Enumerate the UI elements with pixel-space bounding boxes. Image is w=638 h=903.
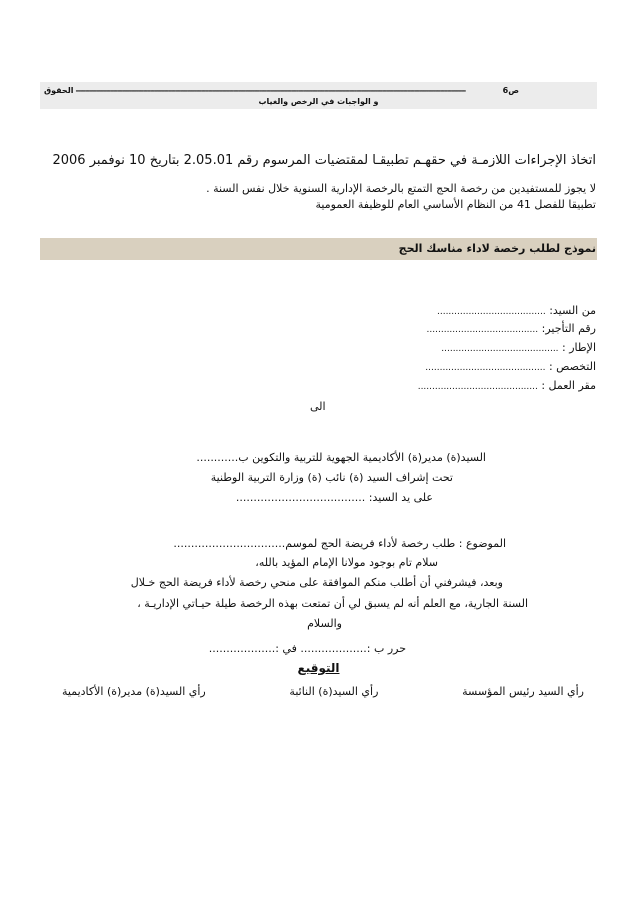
field-label: التخصص :: [548, 360, 596, 373]
to-label: الى: [310, 400, 326, 413]
header-dashes: ------------------------------------------------------------------------------------------------------------------------------------------------------------------------: [75, 85, 466, 95]
field-dots: ......................................: [436, 307, 546, 317]
header-page-label: ص6: [502, 85, 519, 95]
field-dots: .........................................: [441, 344, 559, 354]
field-dots: ..........................................: [425, 363, 546, 373]
field-label: مقر العمل :: [541, 379, 596, 392]
body-line-1: وبعد، فيشرفني أن أطلب منكم الموافقة على منحي رخصة لأداء فريضة الحج خـلال: [130, 576, 503, 589]
greeting-line: سلام تام بوجود مولانا الإمام المؤيد بالله،: [255, 556, 438, 569]
form-title: نموذج لطلب رخصة لاداء مناسك الحج: [398, 242, 596, 255]
field-frame: [441, 341, 596, 354]
field-dots: ..........................................: [417, 382, 538, 392]
field-label: من السيد:: [549, 304, 596, 317]
subject-line: الموضوع : طلب رخصة لأداء فريضة الحج لموسم................................: [173, 537, 506, 550]
opinion-director-school: رأي السيد رئيس المؤسسة: [462, 685, 584, 698]
field-name: [437, 304, 596, 317]
intro-line-1: اتخاذ الإجراءات اللازمـة في حقهـم تطبيقـا لمقتضيات المرسوم رقم 2.05.01 بتاريخ 10 نوفمبر 2006: [52, 153, 596, 168]
signature-title: التوقيع: [297, 661, 340, 675]
field-dots: .......................................: [426, 325, 539, 335]
opinion-deputy: رأي السيد(ة) النائبة: [289, 685, 379, 698]
field-salary-number: [427, 322, 596, 335]
opinion-academy-director: رأي السيد(ة) مدير(ة) الأكاديمية: [62, 685, 206, 698]
header-line: [44, 84, 519, 96]
field-label: رقم التأجير:: [541, 322, 596, 335]
body-line-3: والسلام: [307, 617, 342, 630]
header-subtitle: و الواجبات في الرخص والغياب: [258, 97, 379, 106]
addressee-line-2: تحت إشراف السيد (ة) نائب (ة) وزارة التربية الوطنية: [210, 471, 453, 484]
signature-opinions: [62, 685, 584, 698]
field-label: الإطار :: [562, 341, 596, 354]
addressee-line-3: على يد السيد: .....................................: [235, 491, 433, 504]
header-rights: الحقوق: [44, 85, 74, 95]
addressee-line-1: السيد(ة) مدير(ة) الأكاديمية الجهوية للتربية والتكوين ب............: [196, 451, 486, 464]
field-workplace: [418, 379, 596, 392]
intro-line-2: لا يجوز للمستفيدين من رخصة الحج التمتع بالرخصة الإدارية السنوية خلال نفس السنة .: [206, 182, 596, 195]
intro-line-3: تطبيقا للفصل 41 من النظام الأساسي العام للوظيفة العمومية: [315, 198, 596, 211]
written-at-line: حرر ب :................... في :...................: [208, 642, 406, 655]
field-specialty: [425, 360, 596, 373]
body-line-2: السنة الجارية، مع العلم أنه لم يسبق لي أن تمتعت بهذه الرخصة طيلة حيـاتي الإداريـة ،: [137, 597, 528, 610]
